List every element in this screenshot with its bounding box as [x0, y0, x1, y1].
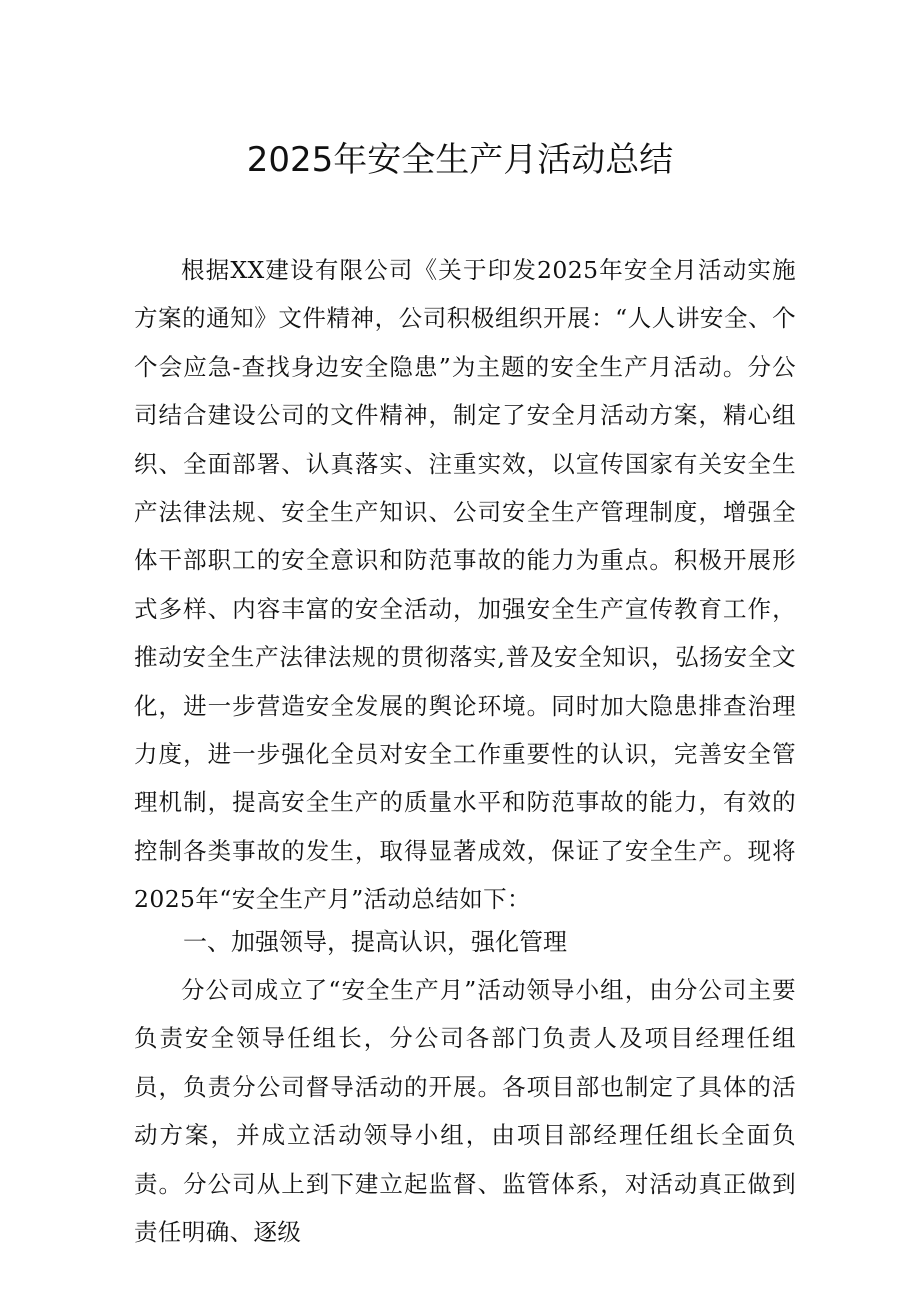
- section-heading-1: 一、加强领导，提高认识，强化管理: [183, 928, 567, 956]
- document-title: 2025年安全生产月活动总结: [246, 140, 674, 180]
- intro-paragraph: 根据XX建设有限公司《关于印发2025年安全月活动实施方案的通知》文件精神，公司积极组织开展：“人人讲安全、个个会应急-查找身边安全隐患”为主题的安全生产月活动。分公司结合建设公司的文件精神，制定了安全月活动方案，精心组织、全面部署、认真落实、注重实效，以宣传国家有关安全生产法律法规、安全生产知识、公司安全生产管理制度，增强全体干部职工的安全意识和防范事故的能力为重点。积极开展形式多样、内容丰富的安全活动，加强安全生产宣传教育工作，推动安全生产法律法规的贯彻落实,普及安全知识，弘扬安全文化，进一步营造安全发展的舆论环境。同时加大隐患排查治理力度，进一步强化全员对安全工作重要性的认识，完善安全管理机制，提高安全生产的质量水平和防范事故的能力，有效的控制各类事故的发生，取得显著成效，保证了安全生产。现将2025年“安全生产月”活动总结如下：: [134, 256, 796, 914]
- section-1-paragraph: 分公司成立了“安全生产月”活动领导小组，由分公司主要负责安全领导任组长，分公司各部门负责人及项目经理任组员，负责分公司督导活动的开展。各项目部也制定了具体的活动方案，并成立活动领导小组，由项目部经理任组长全面负责。分公司从上到下建立起监督、监管体系，对活动真正做到责任明确、逐级: [134, 976, 796, 1247]
